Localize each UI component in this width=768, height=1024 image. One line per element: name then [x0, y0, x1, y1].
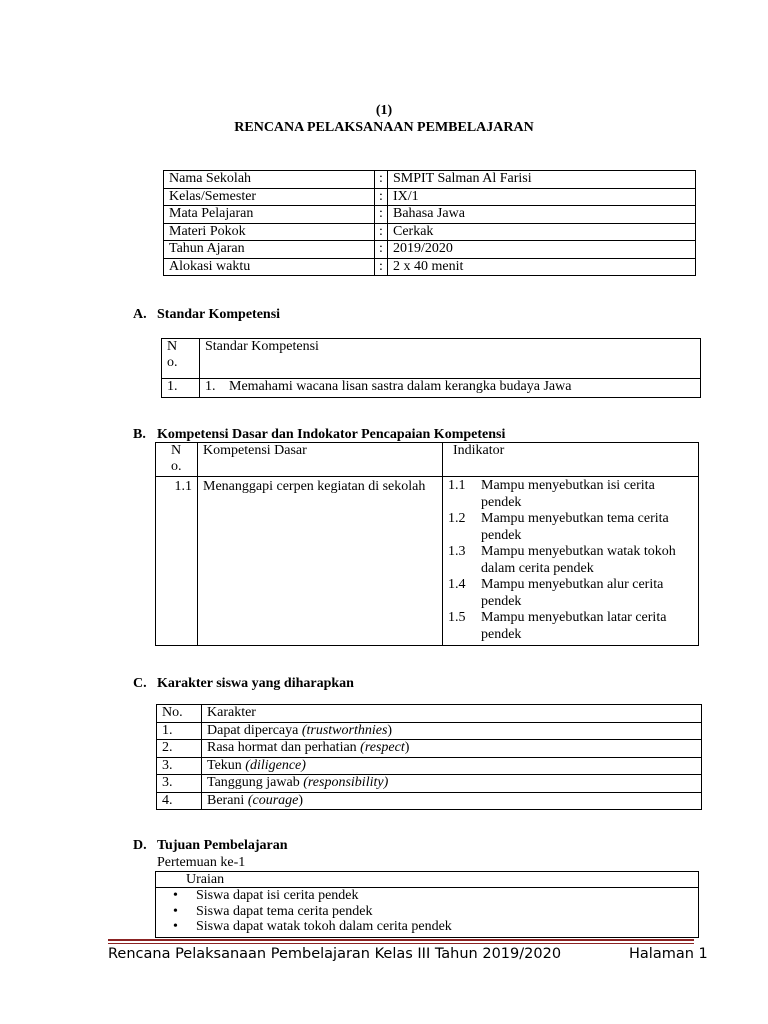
sk-row-text: 1. Memahami wacana lisan sastra dalam kerangka budaya Jawa	[200, 379, 701, 398]
identity-separator: :	[375, 188, 388, 206]
indikator-text: Mampu menyebutkan tema cerita pendek	[481, 511, 669, 543]
karakter-text: Tekun (diligence)	[202, 757, 702, 775]
identity-value: 2019/2020	[388, 241, 696, 259]
tujuan-bullet-item	[161, 904, 693, 920]
indikator-number: 1.5	[448, 610, 466, 625]
identity-label: Nama Sekolah	[164, 171, 375, 189]
uraian-head: Uraian	[156, 872, 699, 888]
section-b-heading	[133, 427, 505, 443]
identity-row	[164, 206, 696, 224]
karakter-no: 1.	[157, 722, 202, 740]
karakter-no: 2.	[157, 740, 202, 758]
kd-row-kd: Menanggapi cerpen kegiatan di sekolah	[198, 477, 443, 646]
tujuan-bullet-text: Siswa dapat watak tokoh dalam cerita pendek	[196, 919, 452, 934]
section-c-title: Karakter siswa yang diharapkan	[157, 676, 354, 691]
karakter-row	[157, 722, 702, 740]
section-b-title: Kompetensi Dasar dan Indokator Pencapaian Kompetensi	[157, 427, 506, 442]
document-title: RENCANA PELAKSANAAN PEMBELAJARAN	[234, 120, 534, 135]
identity-row	[164, 241, 696, 259]
identity-value: Bahasa Jawa	[388, 206, 696, 224]
karakter-no: 3.	[157, 775, 202, 793]
identity-row	[164, 188, 696, 206]
footer-rule-bottom	[108, 943, 694, 944]
kd-head-no: No.	[156, 443, 198, 477]
karakter-no: 4.	[157, 792, 202, 810]
indikator-text: Mampu menyebutkan alur cerita pendek	[481, 577, 664, 609]
karakter-text: Berani (courage)	[202, 792, 702, 810]
section-d-heading	[133, 838, 288, 854]
karakter-row	[157, 775, 702, 793]
standar-kompetensi-table	[161, 338, 701, 398]
indikator-text: Mampu menyebutkan isi cerita pendek	[481, 478, 655, 510]
bullet-icon: •	[173, 888, 178, 903]
identity-separator: :	[375, 223, 388, 241]
sk-row-no: 1.	[162, 379, 200, 398]
kd-head-kd: Kompetensi Dasar	[198, 443, 443, 477]
identity-separator: :	[375, 241, 388, 259]
indikator-number: 1.3	[448, 544, 466, 559]
karakter-table	[156, 704, 702, 810]
identity-label: Tahun Ajaran	[164, 241, 375, 259]
document-number: (1)	[375, 103, 393, 118]
bullet-icon: •	[173, 919, 178, 934]
karakter-row	[157, 740, 702, 758]
sk-head-title: Standar Kompetensi	[200, 339, 701, 379]
uraian-table	[155, 871, 699, 938]
karakter-text: Dapat dipercaya (trustworthnies)	[202, 722, 702, 740]
section-a-heading	[133, 307, 280, 323]
karakter-row	[157, 792, 702, 810]
tujuan-bullet-item	[161, 888, 693, 904]
karakter-head-no: No.	[157, 705, 202, 723]
kd-row-no: 1.1	[156, 477, 198, 646]
identity-separator: :	[375, 171, 388, 189]
karakter-no: 3.	[157, 757, 202, 775]
identity-separator: :	[375, 206, 388, 224]
section-a-letter: A.	[133, 307, 147, 322]
section-c-heading	[133, 676, 354, 692]
identity-label: Mata Pelajaran	[164, 206, 375, 224]
uraian-bullets	[156, 888, 699, 938]
indikator-item	[448, 577, 693, 610]
karakter-head-title: Karakter	[202, 705, 702, 723]
footer-rule-top	[108, 939, 694, 941]
indikator-number: 1.4	[448, 577, 466, 592]
indikator-text: Mampu menyebutkan latar cerita pendek	[481, 610, 667, 642]
section-b-letter: B.	[133, 427, 146, 442]
bullet-icon: •	[173, 903, 178, 919]
indikator-number: 1.2	[448, 511, 466, 526]
identity-value: IX/1	[388, 188, 696, 206]
sk-head-no: No.	[162, 339, 200, 379]
indikator-item	[448, 511, 693, 544]
section-a-title: Standar Kompetensi	[157, 307, 281, 322]
tujuan-bullet-item	[161, 919, 693, 935]
identity-table	[163, 170, 696, 276]
indikator-number: 1.1	[448, 478, 466, 493]
identity-value: Cerkak	[388, 223, 696, 241]
indikator-item	[448, 478, 693, 511]
identity-separator: :	[375, 258, 388, 276]
section-d-letter: D.	[133, 838, 147, 853]
kd-row-indikator	[443, 477, 699, 646]
footer-page-number: Halaman 1	[629, 946, 708, 962]
footer-text: Rencana Pelaksanaan Pembelajaran Kelas III Tahun 2019/2020	[108, 946, 562, 962]
identity-row	[164, 258, 696, 276]
section-d-subtitle: Pertemuan ke-1	[157, 855, 246, 870]
identity-label: Alokasi waktu	[164, 258, 375, 276]
identity-row	[164, 223, 696, 241]
identity-value: SMPIT Salman Al Farisi	[388, 171, 696, 189]
indikator-item	[448, 610, 693, 643]
karakter-text: Tanggung jawab (responsibility)	[202, 775, 702, 793]
identity-label: Kelas/Semester	[164, 188, 375, 206]
karakter-row	[157, 757, 702, 775]
identity-value: 2 x 40 menit	[388, 258, 696, 276]
kompetensi-dasar-table	[155, 442, 699, 646]
indikator-text: Mampu menyebutkan watak tokoh dalam cerita pendek	[481, 544, 676, 576]
karakter-text: Rasa hormat dan perhatian (respect)	[202, 740, 702, 758]
section-c-letter: C.	[133, 676, 147, 691]
indikator-item	[448, 544, 693, 577]
identity-row	[164, 171, 696, 189]
tujuan-bullet-text: Siswa dapat tema cerita pendek	[196, 903, 373, 919]
tujuan-bullet-text: Siswa dapat isi cerita pendek	[196, 888, 359, 903]
kd-head-indikator: Indikator	[443, 443, 699, 477]
identity-label: Materi Pokok	[164, 223, 375, 241]
section-d-title: Tujuan Pembelajaran	[157, 838, 288, 853]
